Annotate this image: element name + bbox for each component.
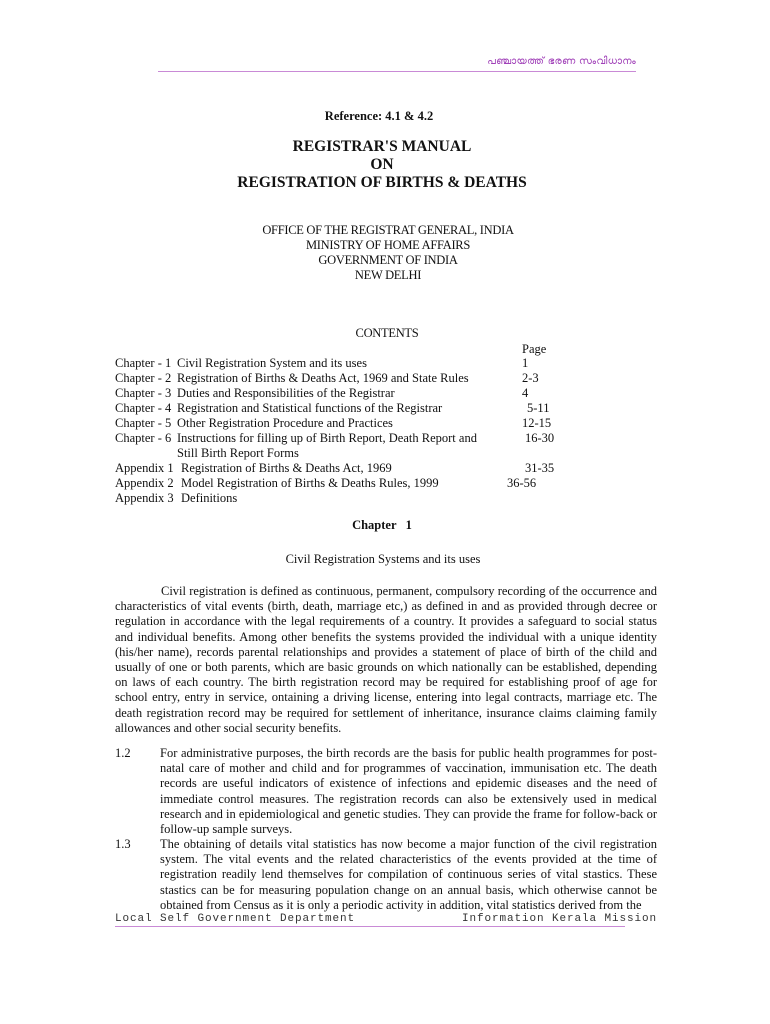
toc-row — [115, 491, 585, 506]
toc-title: Registration and Statistical functions of the Registrar — [177, 401, 443, 415]
paragraph-text: For administrative purposes, the birth records are the basis for public health programmes for post-natal care of mother and child and for programmes of vaccination, immunisation etc. The death records are useful indicators of existence of infections and epidemic diseases and the need of immediate control measures. The registration records can also be extensively used in medical research and in epidemiological and genetic studies. They can provide the frame for follow-back or follow-up sample surveys. — [160, 746, 657, 837]
toc-label: Chapter - 6 — [115, 431, 172, 445]
toc-title: Registration of Births & Deaths Act, 1969 and State Rules — [177, 371, 469, 385]
toc-row — [115, 371, 585, 386]
table-of-contents — [115, 356, 585, 506]
paragraph-text: The obtaining of details vital statistics has now become a major function of the civil registration system. The vital events and the related characteristics of the events provided at the time of registration readily lend themselves for compilation of continuous series of vital stastics. These stastics can be for measuring population change on an annual basis, which otherwise cannot be obtained from Census as it is only a periodic activity in addition, vital statistics derived from the — [160, 837, 657, 912]
footer-left: Local Self Government Department — [115, 913, 356, 925]
toc-row — [115, 356, 585, 371]
body-paragraph: Civil registration is defined as continuous, permanent, compulsory recording of the occurrence and characteristics of vital events (birth, death, marriage etc,) as defined in and as provided through decree or regulation in accordance with the legal requirements of a country. It provides a safeguard to social status and individual benefits. Among other benefits the systems provided the individual with a unique identity (his/her name), records parental relationships and provides a statement of place of birth of the child and usually of one or both parents, which are basic grounds on which nationally can be established, depending on laws of each country. The birth registration record may be required for establishing proof of age for school entry, entry in service, ontaining a driving license, entering into legal contracts, marriage etc. The death registration record may be required for settlement of inheritance, insurance claims claiming family allowances and other social security benefits. — [115, 584, 657, 735]
office-line: OFFICE OF THE REGISTRAT GENERAL, INDIA — [262, 223, 514, 237]
toc-label: Appendix 1 — [115, 461, 174, 475]
toc-page: 16-30 — [525, 431, 555, 445]
toc-row — [115, 386, 585, 401]
toc-page: 2-3 — [522, 371, 539, 385]
toc-page: 31-35 — [525, 461, 555, 475]
toc-label: Chapter - 4 — [115, 401, 172, 415]
toc-row — [115, 476, 585, 491]
toc-row — [115, 461, 585, 476]
toc-label: Chapter - 1 — [115, 356, 172, 370]
toc-title: Still Birth Report Forms — [177, 446, 299, 460]
contents-heading: CONTENTS — [355, 326, 419, 340]
reference-line: Reference: 4.1 & 4.2 — [324, 109, 434, 123]
header-divider — [158, 71, 636, 72]
office-line: MINISTRY OF HOME AFFAIRS — [305, 238, 471, 252]
toc-label: Chapter - 3 — [115, 386, 172, 400]
chapter-subheading: Civil Registration Systems and its uses — [285, 552, 481, 566]
title-line: ON — [370, 156, 394, 173]
title-line: REGISTRATION OF BIRTHS & DEATHS — [237, 174, 527, 191]
footer-right: Information Kerala Mission — [461, 913, 657, 925]
footer-divider — [115, 926, 625, 927]
office-line: NEW DELHI — [354, 268, 422, 282]
chapter-heading: Chapter 1 — [352, 518, 412, 532]
toc-label: Chapter - 2 — [115, 371, 172, 385]
toc-page: 5-11 — [527, 401, 550, 415]
toc-title: Civil Registration System and its uses — [177, 356, 367, 370]
toc-page: 12-15 — [522, 416, 552, 430]
title-line: REGISTRAR'S MANUAL — [292, 138, 472, 155]
office-block — [3, 223, 770, 283]
toc-title: Model Registration of Births & Deaths Rules, 1999 — [181, 476, 439, 490]
paragraph-number: 1.3 — [115, 837, 131, 851]
toc-label: Chapter - 5 — [115, 416, 172, 430]
page-column-label: Page — [522, 342, 547, 356]
toc-page: 36-56 — [507, 476, 537, 490]
toc-row — [115, 446, 585, 461]
toc-row — [115, 431, 585, 446]
running-header: പഞ്ചായത്ത് ഭരണ സംവിധാനം — [487, 56, 636, 67]
toc-label: Appendix 2 — [115, 476, 174, 490]
office-line: GOVERNMENT OF INDIA — [318, 253, 458, 267]
toc-title: Other Registration Procedure and Practices — [177, 416, 393, 430]
toc-row — [115, 401, 585, 416]
toc-title: Definitions — [181, 491, 238, 505]
document-title — [0, 138, 767, 192]
toc-page: 1 — [522, 356, 529, 370]
paragraph-number: 1.2 — [115, 746, 131, 760]
toc-title: Duties and Responsibilities of the Registrar — [177, 386, 395, 400]
toc-title: Registration of Births & Deaths Act, 1969 — [181, 461, 392, 475]
toc-title: Instructions for filling up of Birth Report, Death Report and — [177, 431, 477, 445]
toc-page: 4 — [522, 386, 529, 400]
toc-row — [115, 416, 585, 431]
toc-label: Appendix 3 — [115, 491, 174, 505]
